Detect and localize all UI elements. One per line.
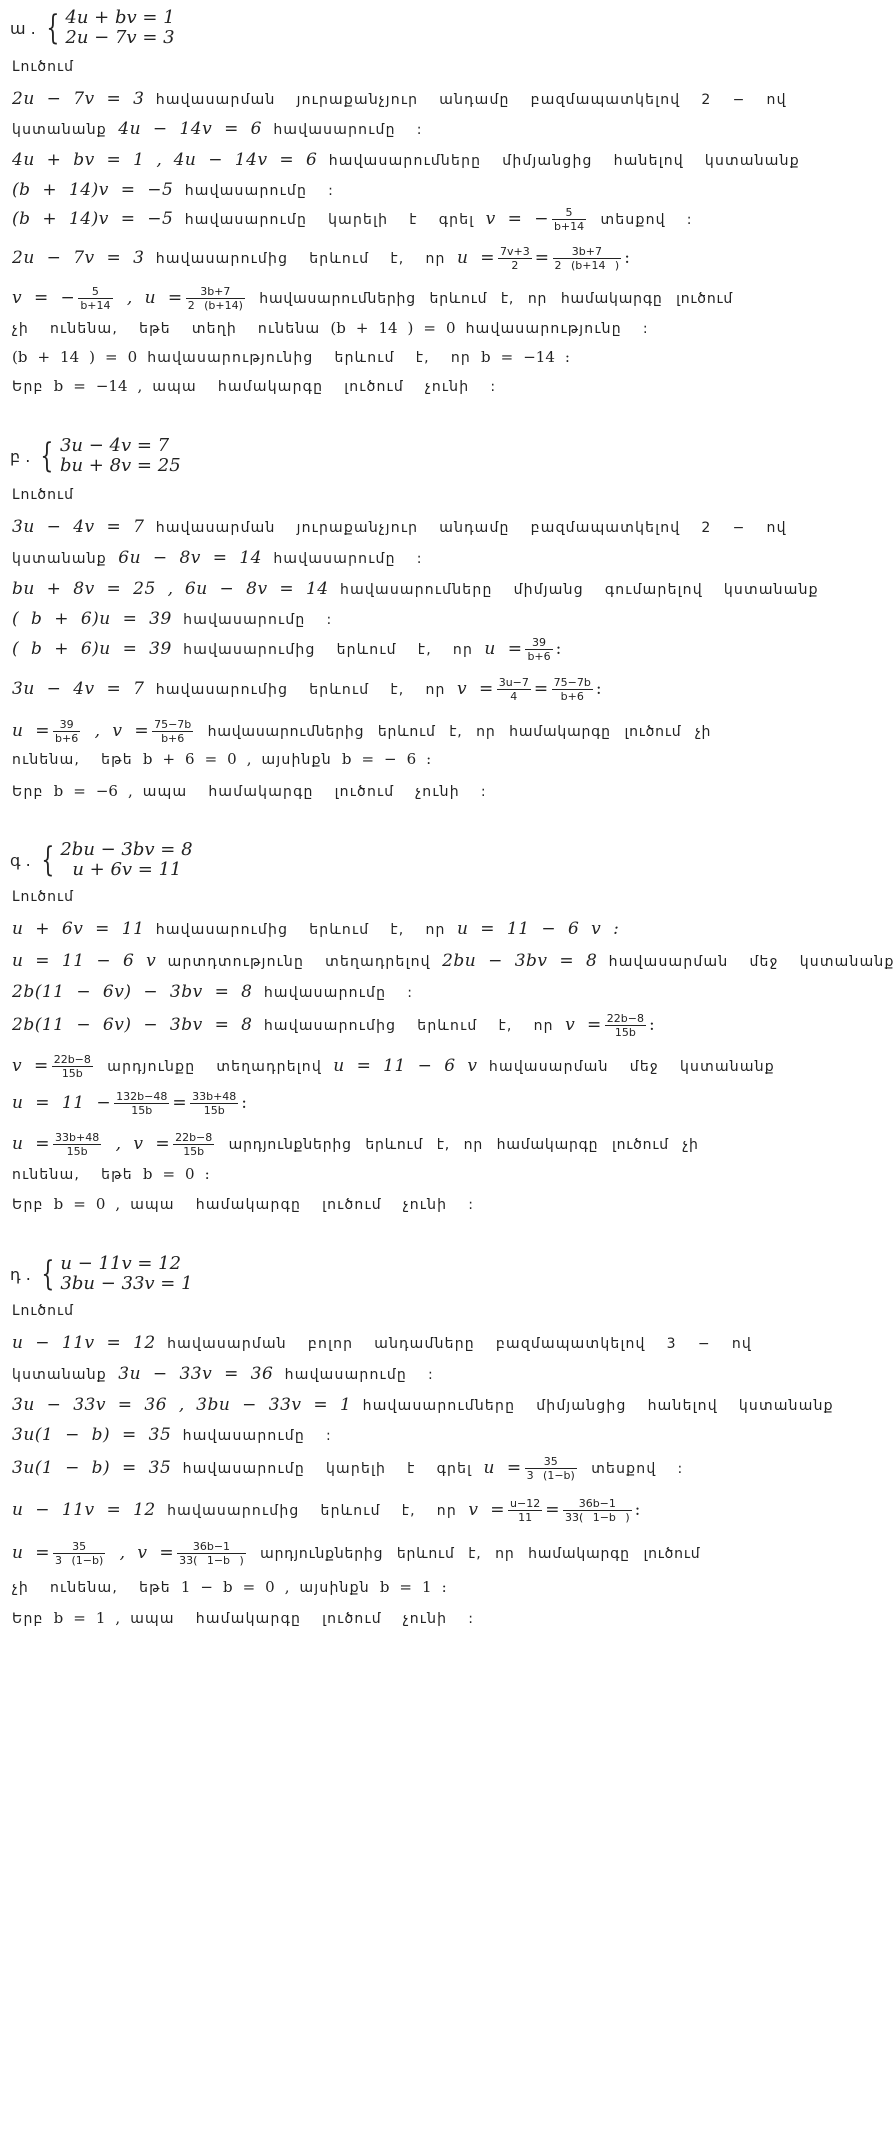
solution-heading: Լուծում — [12, 889, 74, 905]
solution-line: 3u(1 − b) = 35 հավասարումը կարելի է գրել u = $\frac{35}{3 (1-b)}$ տեսքով : — [12, 1455, 684, 1482]
fraction: $\frac{5}{b+14}$ — [80, 285, 111, 312]
fraction: $\frac{39}{b+6}$ — [55, 718, 79, 745]
solution-line: (b + 14 ) = 0 հավասարությունից երևում է, որ b = −14 : — [12, 348, 570, 366]
fraction: $\frac{3u-7}{4}$ — [498, 676, 529, 703]
fraction: $\frac{3b+7}{2 (b+14)}$ — [187, 285, 243, 312]
system-equation-1: 2bu − 3bv = 8 — [60, 839, 193, 860]
fraction: $\frac{35}{3 (1-b)}$ — [55, 1540, 104, 1567]
solution-line: u − 11v = 12 հավասարումից երևում է, որ v = $\frac{u-12}{11}$ = $\frac{36b-1}{33( 1-b )}$ : — [12, 1497, 641, 1524]
system-d — [10, 1254, 193, 1294]
solution-line: ունենա, եթե b = 0 : — [12, 1165, 210, 1183]
fraction: $\frac{39}{b+6}$ — [527, 636, 551, 663]
solution-heading: Լուծում — [12, 1303, 74, 1319]
fraction: $\frac{33b+48}{15b}$ — [192, 1090, 237, 1117]
solution-line: u = $\frac{35}{3 (1-b)}$ , v = $\frac{36b-1}{33( 1-b )}$ արդյունքներից երևում է, որ համակարգը լուծում — [12, 1540, 701, 1567]
solution-heading: Լուծում — [12, 487, 74, 503]
system-equation-2: u + 6v = 11 — [72, 859, 182, 880]
fraction: $\frac{7v+3}{2}$ — [500, 245, 530, 272]
system-equation-2: 2u − 7v = 3 — [65, 27, 175, 48]
fraction: $\frac{36b-1}{33( 1-b )}$ — [564, 1497, 630, 1524]
brace-icon: { — [40, 436, 54, 476]
solution-line: չի ունենա, եթե 1 − b = 0 , այսինքն b = 1 : — [12, 1578, 447, 1596]
solution-line: 3u − 4v = 7 հավասարման յուրաքանչյուր անդամը բազմապատկելով 2 − ով — [12, 517, 787, 537]
solution-line: 3u − 33v = 36 , 3bu − 33v = 1 հավասարումները միմյանցից հանելով կստանանք — [12, 1395, 834, 1415]
solution-line: 2u − 7v = 3 հավասարման յուրաքանչյուր անդամը բազմապատկելով 2 − ով — [12, 89, 787, 109]
solution-line: v = − $\frac{5}{b+14}$ , u = $\frac{3b+7}{2 (b+14)}$ հավասարումներից երևում է, որ համակարգը լուծում — [12, 285, 734, 312]
solution-line: 4u + bv = 1 , 4u − 14v = 6 հավասարումները միմյանցից հանելով կստանանք — [12, 150, 800, 170]
problem-label: դ . — [10, 1264, 31, 1284]
system-equation-1: 4u + bv = 1 — [65, 7, 175, 28]
solution-line: u = $\frac{33b+48}{15b}$ , v = $\frac{22b-8}{15b}$ արդյունքներից երևում է, որ համակարգը լուծում չի — [12, 1131, 699, 1158]
fraction: $\frac{132b-48}{15b}$ — [116, 1090, 168, 1117]
solution-line: (b + 14)v = −5 հավասարումը կարելի է գրել v = − $\frac{5}{b+14}$ տեսքով : — [12, 206, 693, 233]
fraction: $\frac{36b-1}{33( 1-b )}$ — [179, 1540, 244, 1567]
solution-line: bu + 8v = 25 , 6u − 8v = 14 հավասարումները միմյանց գումարելով կստանանք — [12, 579, 819, 599]
fraction: $\frac{3b+7}{2 (b+14 )}$ — [554, 245, 620, 272]
brace-icon: { — [46, 8, 60, 48]
system-equation-2: bu + 8v = 25 — [59, 455, 181, 476]
system-equation-1: 3u − 4v = 7 — [59, 435, 170, 456]
conclusion-line: Երբ b = 0 , ապա համակարգը լուծում չունի : — [12, 1195, 475, 1213]
fraction: $\frac{22b-8}{15b}$ — [53, 1053, 91, 1080]
system-a — [10, 8, 175, 48]
fraction: $\frac{5}{b+14}$ — [553, 206, 585, 233]
brace-icon: { — [41, 840, 55, 880]
fraction: $\frac{75-7b}{b+6}$ — [154, 718, 192, 745]
solution-line: կստանանք 3u − 33v = 36 հավասարումը : — [12, 1364, 434, 1384]
fraction: $\frac{75-7b}{b+6}$ — [553, 676, 591, 703]
fraction: $\frac{35}{3 (1-b)}$ — [526, 1455, 575, 1482]
solution-line: u = 11 − $\frac{132b-48}{15b}$ = $\frac{33b+48}{15b}$ : — [12, 1090, 248, 1117]
solution-line: v = $\frac{22b-8}{15b}$ արդյունքը տեղադրելով u = 11 − 6 v հավասարման մեջ կստանանք — [12, 1053, 775, 1080]
solution-line: 2b(11 − 6v) − 3bv = 8 հավասարումը : — [12, 982, 414, 1002]
solution-line: չի ունենա, եթե տեղի ունենա (b + 14 ) = 0 հավասարությունը : — [12, 319, 649, 337]
conclusion-line: Երբ b = 1 , ապա համակարգը լուծում չունի : — [12, 1609, 475, 1627]
solution-line: u − 11v = 12 հավասարման բոլոր անդամները բազմապատկելով 3 − ով — [12, 1333, 752, 1353]
problem-label: բ . — [10, 446, 31, 466]
solution-line: 2u − 7v = 3 հավասարումից երևում է, որ u = $\frac{7v+3}{2}$ = $\frac{3b+7}{2 (b+14 )}$ : — [12, 245, 630, 272]
solution-line: u = 11 − 6 v արտդտությունը տեղադրելով 2bu − 3bv = 8 հավասարման մեջ կստանանք — [12, 951, 895, 971]
solution-line: (b + 14)v = −5 հավասարումը : — [12, 180, 334, 200]
solution-line: 3u(1 − b) = 35 հավասարումը : — [12, 1425, 332, 1445]
conclusion-line: Երբ b = −6 , ապա համակարգը լուծում չունի : — [12, 782, 487, 800]
system-b — [10, 436, 181, 476]
fraction: $\frac{33b+48}{15b}$ — [55, 1131, 100, 1158]
solution-line: ունենա, եթե b + 6 = 0 , այսինքն b = − 6 : — [12, 750, 432, 768]
solution-line: կստանանք 6u − 8v = 14 հավասարումը : — [12, 548, 423, 568]
solution-line: u = $\frac{39}{b+6}$ , v = $\frac{75-7b}{b+6}$ հավասարումներից երևում է, որ համակարգը լուծում չի — [12, 718, 712, 745]
problem-label: ա . — [10, 18, 36, 38]
problem-label: գ . — [10, 850, 31, 870]
fraction: $\frac{22b-8}{15b}$ — [606, 1012, 644, 1039]
solution-line: ( b + 6)u = 39 հավասարումը : — [12, 609, 333, 629]
conclusion-line: Երբ b = −14 , ապա համակարգը լուծում չունի : — [12, 377, 497, 395]
solution-line: ( b + 6)u = 39 հավասարումից երևում է, որ u = $\frac{39}{b+6}$ : — [12, 636, 562, 663]
solution-line: 2b(11 − 6v) − 3bv = 8 հավասարումից երևում է, որ v = $\frac{22b-8}{15b}$ : — [12, 1012, 655, 1039]
solution-line: կստանանք 4u − 14v = 6 հավասարումը : — [12, 119, 423, 139]
solution-heading: Լուծում — [12, 59, 74, 75]
system-equation-1: u − 11v = 12 — [60, 1253, 182, 1274]
fraction: $\frac{u-12}{11}$ — [510, 1497, 541, 1524]
fraction: $\frac{22b-8}{15b}$ — [175, 1131, 213, 1158]
system-equation-2: 3bu − 33v = 1 — [60, 1273, 193, 1294]
solution-line: 3u − 4v = 7 հավասարումից երևում է, որ v = $\frac{3u-7}{4}$ = $\frac{75-7b}{b+6}$ : — [12, 676, 602, 703]
solution-line: u + 6v = 11 հավասարումից երևում է, որ u = 11 − 6 v : — [12, 919, 620, 939]
system-c — [10, 840, 193, 880]
brace-icon: { — [41, 1254, 55, 1294]
